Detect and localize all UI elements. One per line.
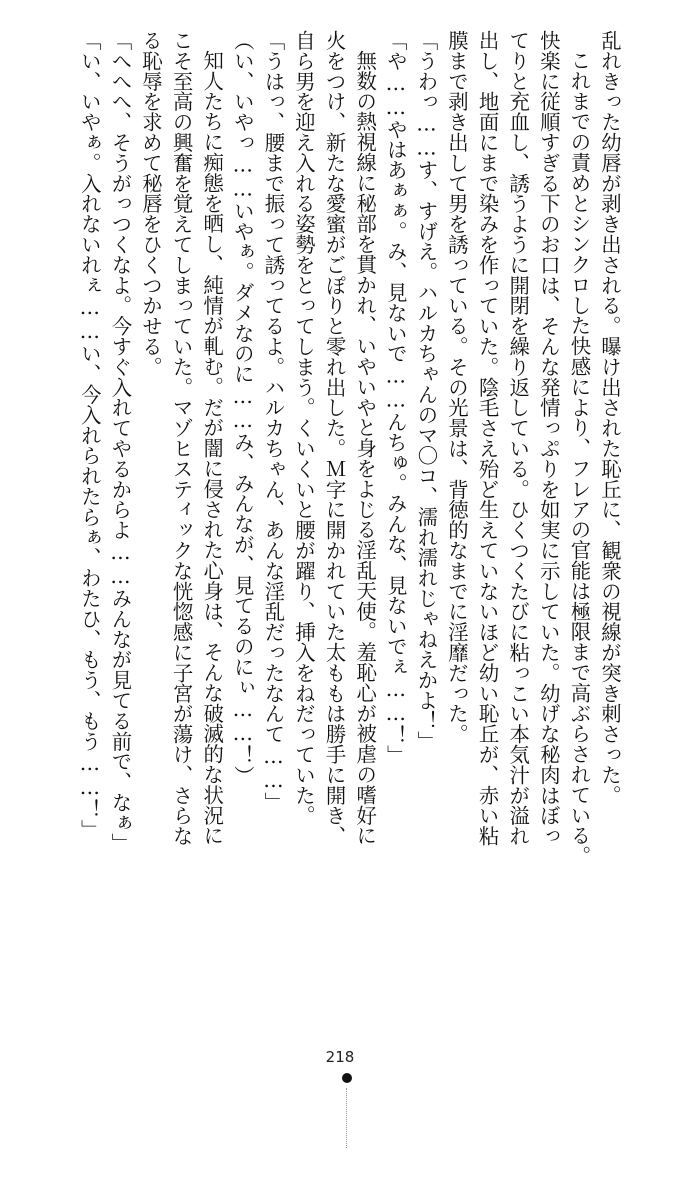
text-line-11: 自ら男を迎え入れる姿勢をとってしまう。くいくいと腰が躍り、挿入をねだっていた。 [292, 30, 316, 826]
dialogue-line-18: 「い、いやぁ。入れないれぇ……い、今入れられたらぁ、わたひ、もう、もう……！」 [77, 30, 102, 840]
text-line-2: これまでの責めとシンクロした快感により、フレアの官能は極限まで高ぶらされている。 [567, 50, 592, 866]
text-line-16: る恥辱を求めて秘唇をひくつかせる。 [139, 30, 163, 377]
text-line-1: 乱れきった幼唇が剥き出される。曝け出された恥丘に、観衆の視線が突き刺さった。 [598, 30, 622, 806]
dialogue-line-17: 「へへへ、そうがっつくなよ。今すぐ入れてやるからよ……みんなが見てる前で、なぁ」 [108, 30, 133, 854]
page-marker-dot [342, 1073, 352, 1083]
dialogue-line-12: 「うはっ、腰まで振って誘ってるよ。ハルカちゃん、あんな淫乱だったなんて……」 [261, 30, 286, 813]
page-number: 218 [325, 1048, 355, 1066]
dialogue-line-8: 「や……やはあぁぁ。み、見ないで……んちゅ。みんな、見ないでぇ……！」 [383, 30, 408, 766]
text-line-3: 快楽に従順すぎる下のお口は、そんな発情っぷりを如実に示していた。幼げな秘肉はぼっ [536, 30, 561, 846]
text-line-4: てりと充血し、誘うように開閉を繰り返している。ひくつくたびに粘っこい本気汁が溢れ [506, 30, 531, 846]
text-line-9: 無数の熱視線に秘部を貫かれ、いやいやと身をよじる淫乱天使。羞恥心が被虐の嗜好に [353, 50, 378, 846]
page-marker-line [346, 1088, 348, 1148]
text-line-15: こそ至高の興奮を覚えてしまっていた。マゾヒスティックな恍惚感に子宮が蕩け、さらな [169, 30, 194, 846]
dialogue-line-7: 「うわっ……す、すげえ。ハルカちゃんのマ〇コ、濡れ濡れじゃねえかよ！」 [414, 30, 439, 752]
text-line-5: 出し、地面にまで染みを作っていた。陰毛さえ殆ど生えていないほど幼い恥丘が、赤い粘 [475, 30, 500, 846]
thought-line-13: （い、いやっ……いやぁ。ダメなのに……み、みんなが、見てるのにぃ……！） [230, 30, 255, 786]
text-line-14: 知人たちに痴態を晒し、純情が軋む。だが闇に侵された心身は、そんな破滅的な状況に [200, 50, 225, 846]
text-line-10: 火をつけ、新たな愛蜜がごぽりと零れ出した。Ｍ字に開かれていた太ももは勝手に開き、 [322, 30, 347, 846]
text-line-6: 膜まで剥き出して男を誘っている。その光景は、背徳的なまでに淫靡だった。 [445, 30, 469, 744]
vertical-text-block [65, 30, 625, 1010]
